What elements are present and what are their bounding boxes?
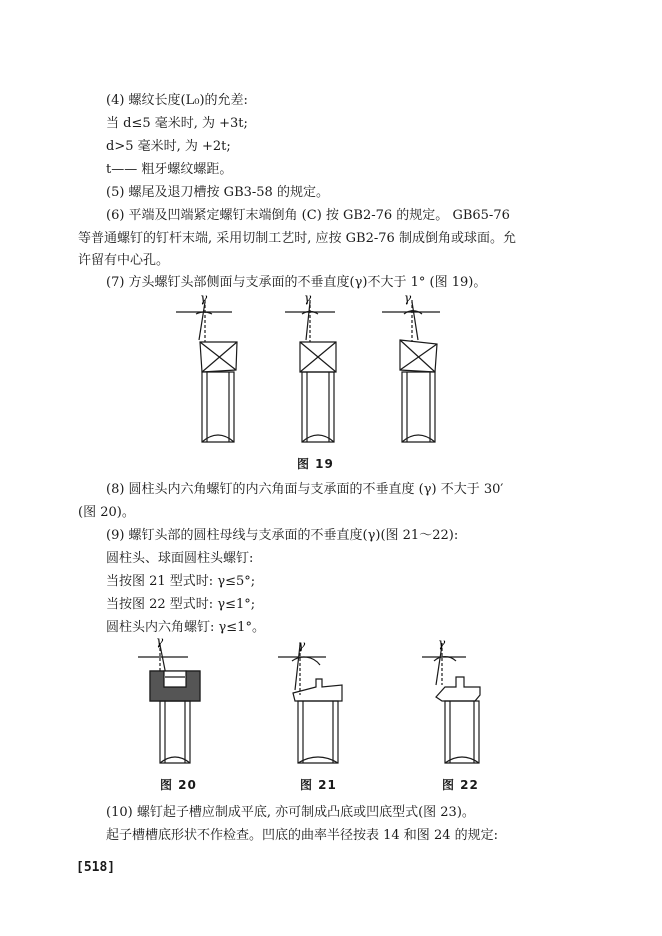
- figures-20-22: [130, 635, 530, 770]
- gamma-label: γ: [438, 636, 446, 650]
- gamma-label: γ: [298, 638, 306, 652]
- gamma-label: γ: [156, 634, 164, 648]
- gamma-label: γ: [200, 291, 208, 305]
- figure-20-caption: 图 20: [160, 778, 197, 792]
- page-number: [518]: [76, 860, 116, 875]
- text-line-10: (8) 圆柱头内六角螺钉的内六角面与支承面的不垂直度 (γ) 不大于 30′: [106, 482, 504, 497]
- text-line-12: (9) 螺钉头部的圆柱母线与支承面的不垂直度(γ)(图 21～22):: [106, 528, 459, 543]
- text-line-5: (5) 螺尾及退刀槽按 GB3-58 的规定。: [106, 185, 329, 200]
- figure-22-caption: 图 22: [442, 778, 479, 792]
- text-line-14: 当按图 21 型式时: γ≤5°;: [106, 574, 256, 589]
- text-line-7: 等普通螺钉的钉杆末端, 采用切制工艺时, 应按 GB2-76 制成倒角或球面。允: [78, 231, 516, 246]
- text-line-15: 当按图 22 型式时: γ≤1°;: [106, 597, 256, 612]
- text-line-1: (4) 螺纹长度(L₀)的允差:: [106, 93, 248, 108]
- text-line-9: (7) 方头螺钉头部侧面与支承面的不垂直度(γ)不大于 1° (图 19)。: [106, 275, 487, 290]
- text-line-18: 起子槽槽底形状不作检查。凹底的曲率半径按表 14 和图 24 的规定:: [106, 828, 498, 843]
- gamma-label: γ: [304, 291, 312, 305]
- text-line-6: (6) 平端及凹端紧定螺钉末端倒角 (C) 按 GB2-76 的规定。 GB65-76: [106, 208, 510, 223]
- gamma-label: γ: [404, 291, 412, 305]
- text-line-8: 许留有中心孔。: [78, 253, 170, 268]
- text-line-11: (图 20)。: [78, 505, 135, 520]
- text-line-2: 当 d≤5 毫米时, 为 +3t;: [106, 116, 248, 131]
- text-line-17: (10) 螺钉起子槽应制成平底, 亦可制成凸底或凹底型式(图 23)。: [106, 805, 475, 820]
- figure-21-caption: 图 21: [300, 778, 337, 792]
- text-line-4: t—— 粗牙螺纹螺距。: [106, 162, 233, 177]
- text-line-3: d>5 毫米时, 为 +2t;: [106, 139, 231, 154]
- figure-19: [160, 290, 480, 450]
- figure-19-caption: 图 19: [297, 457, 334, 471]
- text-line-13: 圆柱头、球面圆柱头螺钉:: [106, 551, 254, 566]
- text-line-16: 圆柱头内六角螺钉: γ≤1°。: [106, 620, 265, 635]
